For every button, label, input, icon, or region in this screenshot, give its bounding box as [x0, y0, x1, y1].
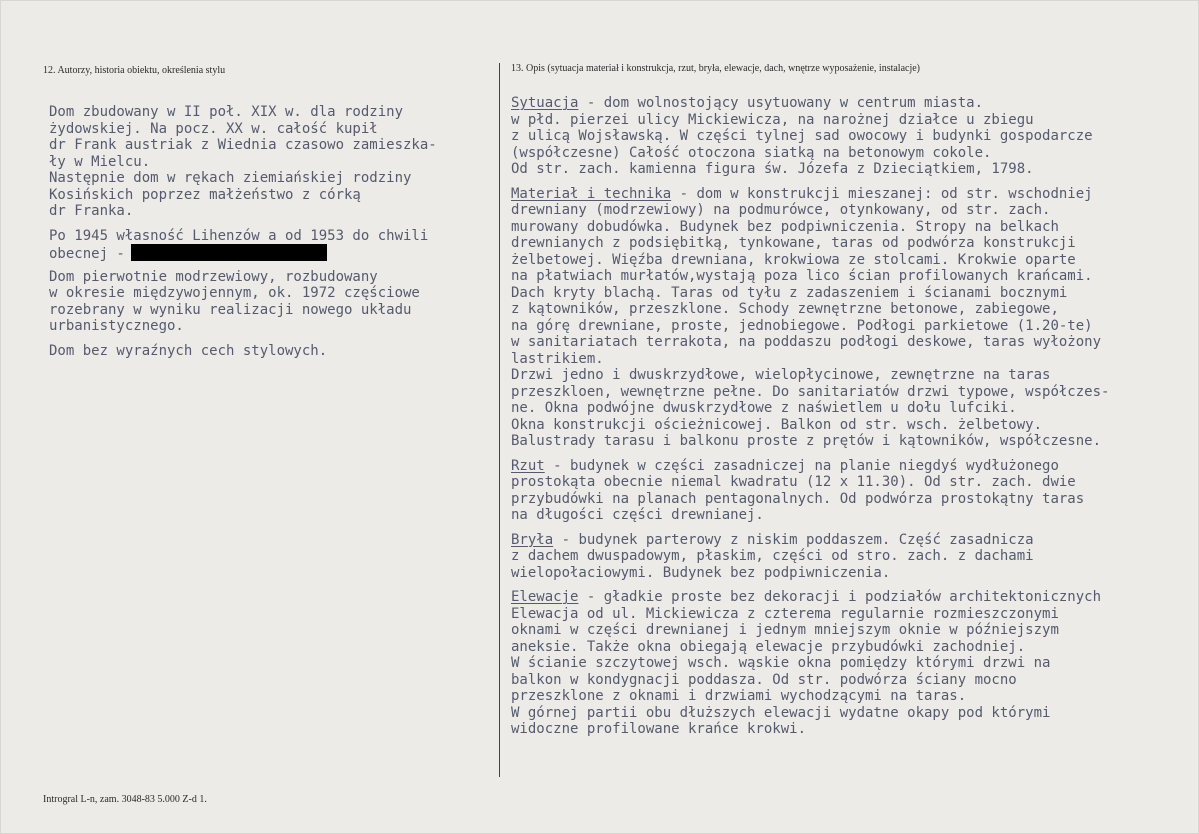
- text-line: ły w Mielcu.: [49, 153, 151, 170]
- text-line: prostokąta obecnie niemal kwadratu (12 x 11.30). Od str. zach. dwie: [511, 474, 1076, 490]
- text-line: Dom zbudowany w II poł. XIX w. dla rodziny: [49, 104, 404, 120]
- text-line: ne. Okna podwójne dwuskrzydłowe z naświetlem u dołu lufciki.: [511, 400, 1017, 416]
- text-line: - dom w konstrukcji mieszanej: od str. wschodniej: [671, 185, 1093, 202]
- text-line: z kątowników, przeszklone. Schody zewnętrzne betonowe, zabiegowe,: [511, 301, 1059, 317]
- text-line: Dach kryty blachą. Taras od tyłu z zadaszeniem i ścianami bocznymi: [511, 284, 1068, 301]
- text-line: drewniany (modrzewiowy) na podmurówce, otynkowany, od str. zach.: [511, 202, 1051, 218]
- text-line: z dachem dwuspadowym, płaskim, części od stro. zach. z dachami: [511, 548, 1034, 564]
- text-line: w sanitariatach terrakota, na poddaszu podłogi deskowe, taras wyłożony: [511, 334, 1102, 350]
- text-line: obecnej -: [49, 246, 125, 262]
- text-line: - gładkie proste bez dekoracji i podziałów architektonicznych: [578, 589, 1102, 605]
- text-line: przeszklone z oknami i drzwiami wychodzącymi na taras.: [511, 688, 967, 704]
- section-12-header: 12. Autorzy, historia obiektu, określenia stylu: [43, 65, 226, 76]
- text-line: (współczesne) Całość otoczona siatką na betonowym cokole.: [511, 144, 992, 161]
- text-line: żelbetowej. Więźba drewniana, krokwiowa ze stolcami. Krokwie oparte: [511, 251, 1076, 268]
- section-heading: Bryła: [511, 531, 554, 548]
- text-line: dr Franka.: [49, 203, 134, 219]
- column-divider: [499, 63, 500, 777]
- history-paragraph-4: [49, 343, 437, 360]
- section-heading: Sytuacja: [511, 95, 579, 111]
- text-line: na długości części drewnianej.: [511, 507, 764, 523]
- text-line: Kosińskich poprzez małżeństwo z córką: [49, 186, 361, 203]
- text-line: - budynek w części zasadniczej na planie niegdyś wydłużonego: [544, 457, 1059, 474]
- section-heading: Materiał i technika: [511, 185, 672, 202]
- history-paragraph-1: [49, 104, 437, 220]
- text-line: drewnianych z podsiębitką, tynkowane, taras od podwórza konstrukcji: [511, 235, 1076, 251]
- history-paragraph-3: [49, 269, 437, 335]
- history-paragraph-2: [49, 228, 437, 261]
- text-line: Następnie dom w rękach ziemiańskiej rodziny: [49, 170, 412, 186]
- text-line: balkon w kondygnacji poddasza. Od str. podwórza ściany mocno: [511, 671, 1017, 688]
- print-footer: Introgral L-n, zam. 3048-83 5.000 Z-d 1.: [43, 794, 207, 805]
- section-heading: Elewacje: [511, 589, 579, 605]
- text-line: Balustrady tarasu i balkonu proste z prętów i kątowników, współczesne.: [511, 433, 1102, 449]
- text-line: na płatwiach murłatów,wystają poza lico ścian profilowanych krańcami.: [511, 268, 1093, 284]
- text-line: aneksie. Także okna obiegają elewacje przybudówki zachodniej.: [511, 638, 1026, 655]
- text-line: Okna konstrukcji ościeżnicowej. Balkon od str. wsch. żelbetowy.: [511, 416, 1043, 433]
- text-line: żydowskiej. Na pocz. XX w. całość kupił: [49, 120, 378, 137]
- text-line: z ulicą Wojsławską. W części tylnej sad owocowy i budynki gospodarcze: [511, 128, 1093, 144]
- section-material: [511, 186, 1109, 450]
- text-line: Drzwi jedno i dwuskrzydłowe, wielopłycinowe, zewnętrzne na taras: [511, 367, 1051, 383]
- text-line: - budynek parterowy z niskim poddaszem. Część zasadnicza: [553, 531, 1034, 548]
- text-line: lastrikiem.: [511, 350, 604, 367]
- text-line: na górę drewniane, proste, jednobiegowe. Podłogi parkietowe (1.20-te): [511, 317, 1093, 334]
- text-line: urbanistycznego.: [49, 318, 184, 334]
- text-line: Po 1945 własność Lihenzów a od 1953 do chwili: [49, 227, 429, 244]
- text-line: dr Frank austriak z Wiednia czasowo zamieszka-: [49, 137, 437, 153]
- section-bryla: [511, 532, 1109, 582]
- text-line: w okresie międzywojennym, ok. 1972 częściowe: [49, 285, 420, 301]
- redaction-bar: [131, 244, 327, 261]
- section-sytuacja: [511, 95, 1109, 178]
- text-line: W ścianie szczytowej wsch. wąskie okna pomiędzy którymi drzwi na: [511, 655, 1051, 671]
- text-line: - dom wolnostojący usytuowany w centrum miasta.: [578, 95, 984, 111]
- text-line: murowany dobudówka. Budynek bez podpiwniczenia. Stropy na belkach: [511, 218, 1059, 235]
- text-line: Dom bez wyraźnych cech stylowych.: [49, 342, 328, 359]
- text-line: przybudówki na planach pentagonalnych. Od podwórza prostokątny taras: [511, 490, 1085, 507]
- history-column: [49, 104, 437, 359]
- text-line: przeszkloen, wewnętrzne pełne. Do sanitariatów drzwi typowe, współczes-: [511, 383, 1110, 400]
- section-elewacje: [511, 589, 1109, 738]
- description-column: [511, 95, 1109, 738]
- text-line: wielopołaciowymi. Budynek bez podpiwniczenia.: [511, 564, 891, 581]
- text-line: oknami w części drewnianej i jednym mniejszym oknie w późniejszym: [511, 622, 1059, 638]
- text-line: w płd. pierzei ulicy Mickiewicza, na narożnej działce u zbiegu: [511, 111, 1034, 128]
- section-13-header: 13. Opis (sytuacja materiał i konstrukcja, rzut, bryła, elewacje, dach, wnętrze wyposażenie, instalacje): [511, 63, 920, 74]
- text-line: widoczne profilowane krańce krokwi.: [511, 721, 807, 737]
- text-line: W górnej partii obu dłuższych elewacji wydatne okapy pod którymi: [511, 704, 1051, 721]
- text-line: Dom pierwotnie modrzewiowy, rozbudowany: [49, 268, 378, 285]
- text-line: rozebrany w wyniku realizacji nowego układu: [49, 301, 412, 318]
- text-line: Od str. zach. kamienna figura św. Józefa z Dzieciątkiem, 1798.: [511, 161, 1034, 177]
- text-line: Elewacja od ul. Mickiewicza z czterema regularnie rozmieszczonymi: [511, 605, 1059, 622]
- section-heading: Rzut: [511, 457, 545, 474]
- section-rzut: [511, 458, 1109, 524]
